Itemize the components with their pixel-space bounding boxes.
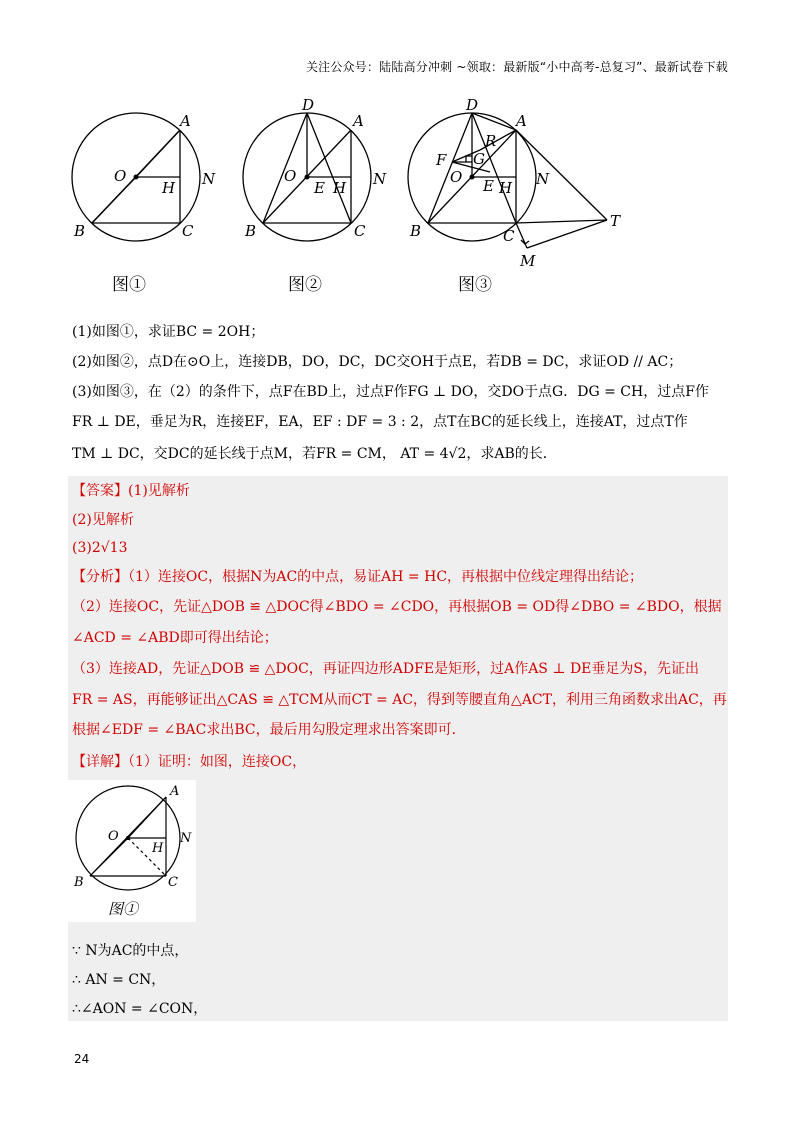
- analysis-line-4: （3）连接AD，先证△DOB ≌ △DOC，再证四边形ADFE是矩形，过A作AS ⊥ DE垂足为S，先证出: [72, 661, 699, 677]
- svg-text:C: C: [503, 227, 515, 245]
- analysis-line-5: FR = AS，再能够证出△CAS ≌ △TCM从而CT = AC，得到等腰直角△ACT，利用三角函数求出AC，再: [72, 692, 727, 708]
- svg-text:T: T: [610, 212, 621, 230]
- answer-1: 【答案】(1)见解析: [72, 483, 190, 499]
- analysis-line-2: （2）连接OC，先证△DOB ≌ △DOC得∠BDO = ∠CDO，再根据OB = OD得∠DBO = ∠BDO，根据: [72, 599, 722, 615]
- svg-text:H: H: [333, 179, 347, 197]
- svg-text:H: H: [152, 841, 164, 856]
- figure-2-caption: 图②: [288, 275, 322, 295]
- svg-text:H: H: [499, 179, 513, 197]
- detail-step-2: ∴ AN = CN，: [72, 972, 166, 988]
- svg-text:A: A: [353, 112, 364, 130]
- svg-text:B: B: [74, 875, 84, 890]
- svg-text:G: G: [473, 150, 485, 168]
- question-1: (1)如图①，求证BC = 2OH；: [72, 324, 265, 340]
- question-3-line-2: FR ⊥ DE，垂足为R，连接EF，EA，EF : DF = 3 : 2，点T在BC的延长线上，连接AT，过点T作: [72, 414, 688, 430]
- svg-text:A: A: [180, 112, 191, 130]
- svg-text:M: M: [520, 252, 536, 270]
- page-number: 24: [74, 1052, 90, 1066]
- svg-text:C: C: [354, 222, 366, 240]
- page-header: 关注公众号：陆陆高分冲刺 ~领取：最新版“小中高考-总复习”、最新试卷下载: [305, 60, 728, 74]
- svg-text:B: B: [74, 222, 86, 240]
- question-3-line-3: TM ⊥ DC，交DC的延长线于点M，若FR = CM， AT = 4√2，求AB的长．: [72, 446, 557, 462]
- svg-text:O: O: [284, 167, 297, 185]
- svg-text:N: N: [180, 831, 192, 846]
- analysis-line-3: ∠ACD = ∠ABD即可得出结论；: [72, 630, 278, 646]
- detail-step-3: ∴∠AON = ∠CON，: [72, 1001, 208, 1017]
- svg-text:E: E: [483, 177, 494, 195]
- svg-text:F: F: [436, 151, 447, 169]
- detail-step-1: ∵ N为AC的中点，: [72, 943, 189, 959]
- detail-figure-svg: [68, 780, 196, 922]
- svg-text:A: A: [170, 784, 180, 799]
- svg-text:O: O: [108, 829, 119, 844]
- figures-row: [62, 98, 622, 298]
- svg-text:R: R: [485, 132, 497, 150]
- svg-text:A: A: [516, 112, 527, 130]
- svg-text:图①: 图①: [108, 900, 139, 918]
- detail-figure: [68, 780, 196, 922]
- analysis-line-1: 【分析】（1）连接OC，根据N为AC的中点，易证AH = HC，再根据中位线定理得出结论；: [72, 569, 644, 585]
- question-3-line-1: (3)如图③，在（2）的条件下，点F在BD上，过点F作FG ⊥ DO，交DO于点G．DG = CH，过点F作: [72, 384, 709, 400]
- svg-text:H: H: [162, 179, 176, 197]
- answer-3: (3)2√13: [72, 540, 128, 556]
- figure-1-caption: 图①: [112, 275, 146, 295]
- answer-2: (2)见解析: [72, 512, 134, 528]
- svg-text:C: C: [168, 875, 178, 890]
- geometry-figures: [62, 98, 622, 298]
- svg-text:O: O: [114, 167, 127, 185]
- svg-text:E: E: [314, 179, 325, 197]
- svg-text:N: N: [536, 170, 550, 188]
- svg-text:C: C: [182, 222, 194, 240]
- detail-line-1: 【详解】（1）证明：如图，连接OC，: [72, 754, 307, 770]
- svg-text:D: D: [466, 98, 479, 114]
- analysis-line-6: 根据∠EDF = ∠BAC求出BC，最后用勾股定理求出答案即可．: [72, 722, 466, 738]
- svg-text:O: O: [450, 168, 463, 186]
- answer-box: [68, 476, 728, 1021]
- figure-3-caption: 图③: [458, 275, 492, 295]
- svg-text:B: B: [410, 222, 422, 240]
- svg-text:N: N: [373, 170, 387, 188]
- svg-text:D: D: [302, 98, 315, 114]
- svg-text:N: N: [202, 170, 216, 188]
- svg-text:B: B: [245, 222, 257, 240]
- question-2: (2)如图②，点D在⊙O上，连接DB，DO，DC，DC交OH于点E，若DB = DC，求证OD // AC；: [72, 354, 683, 370]
